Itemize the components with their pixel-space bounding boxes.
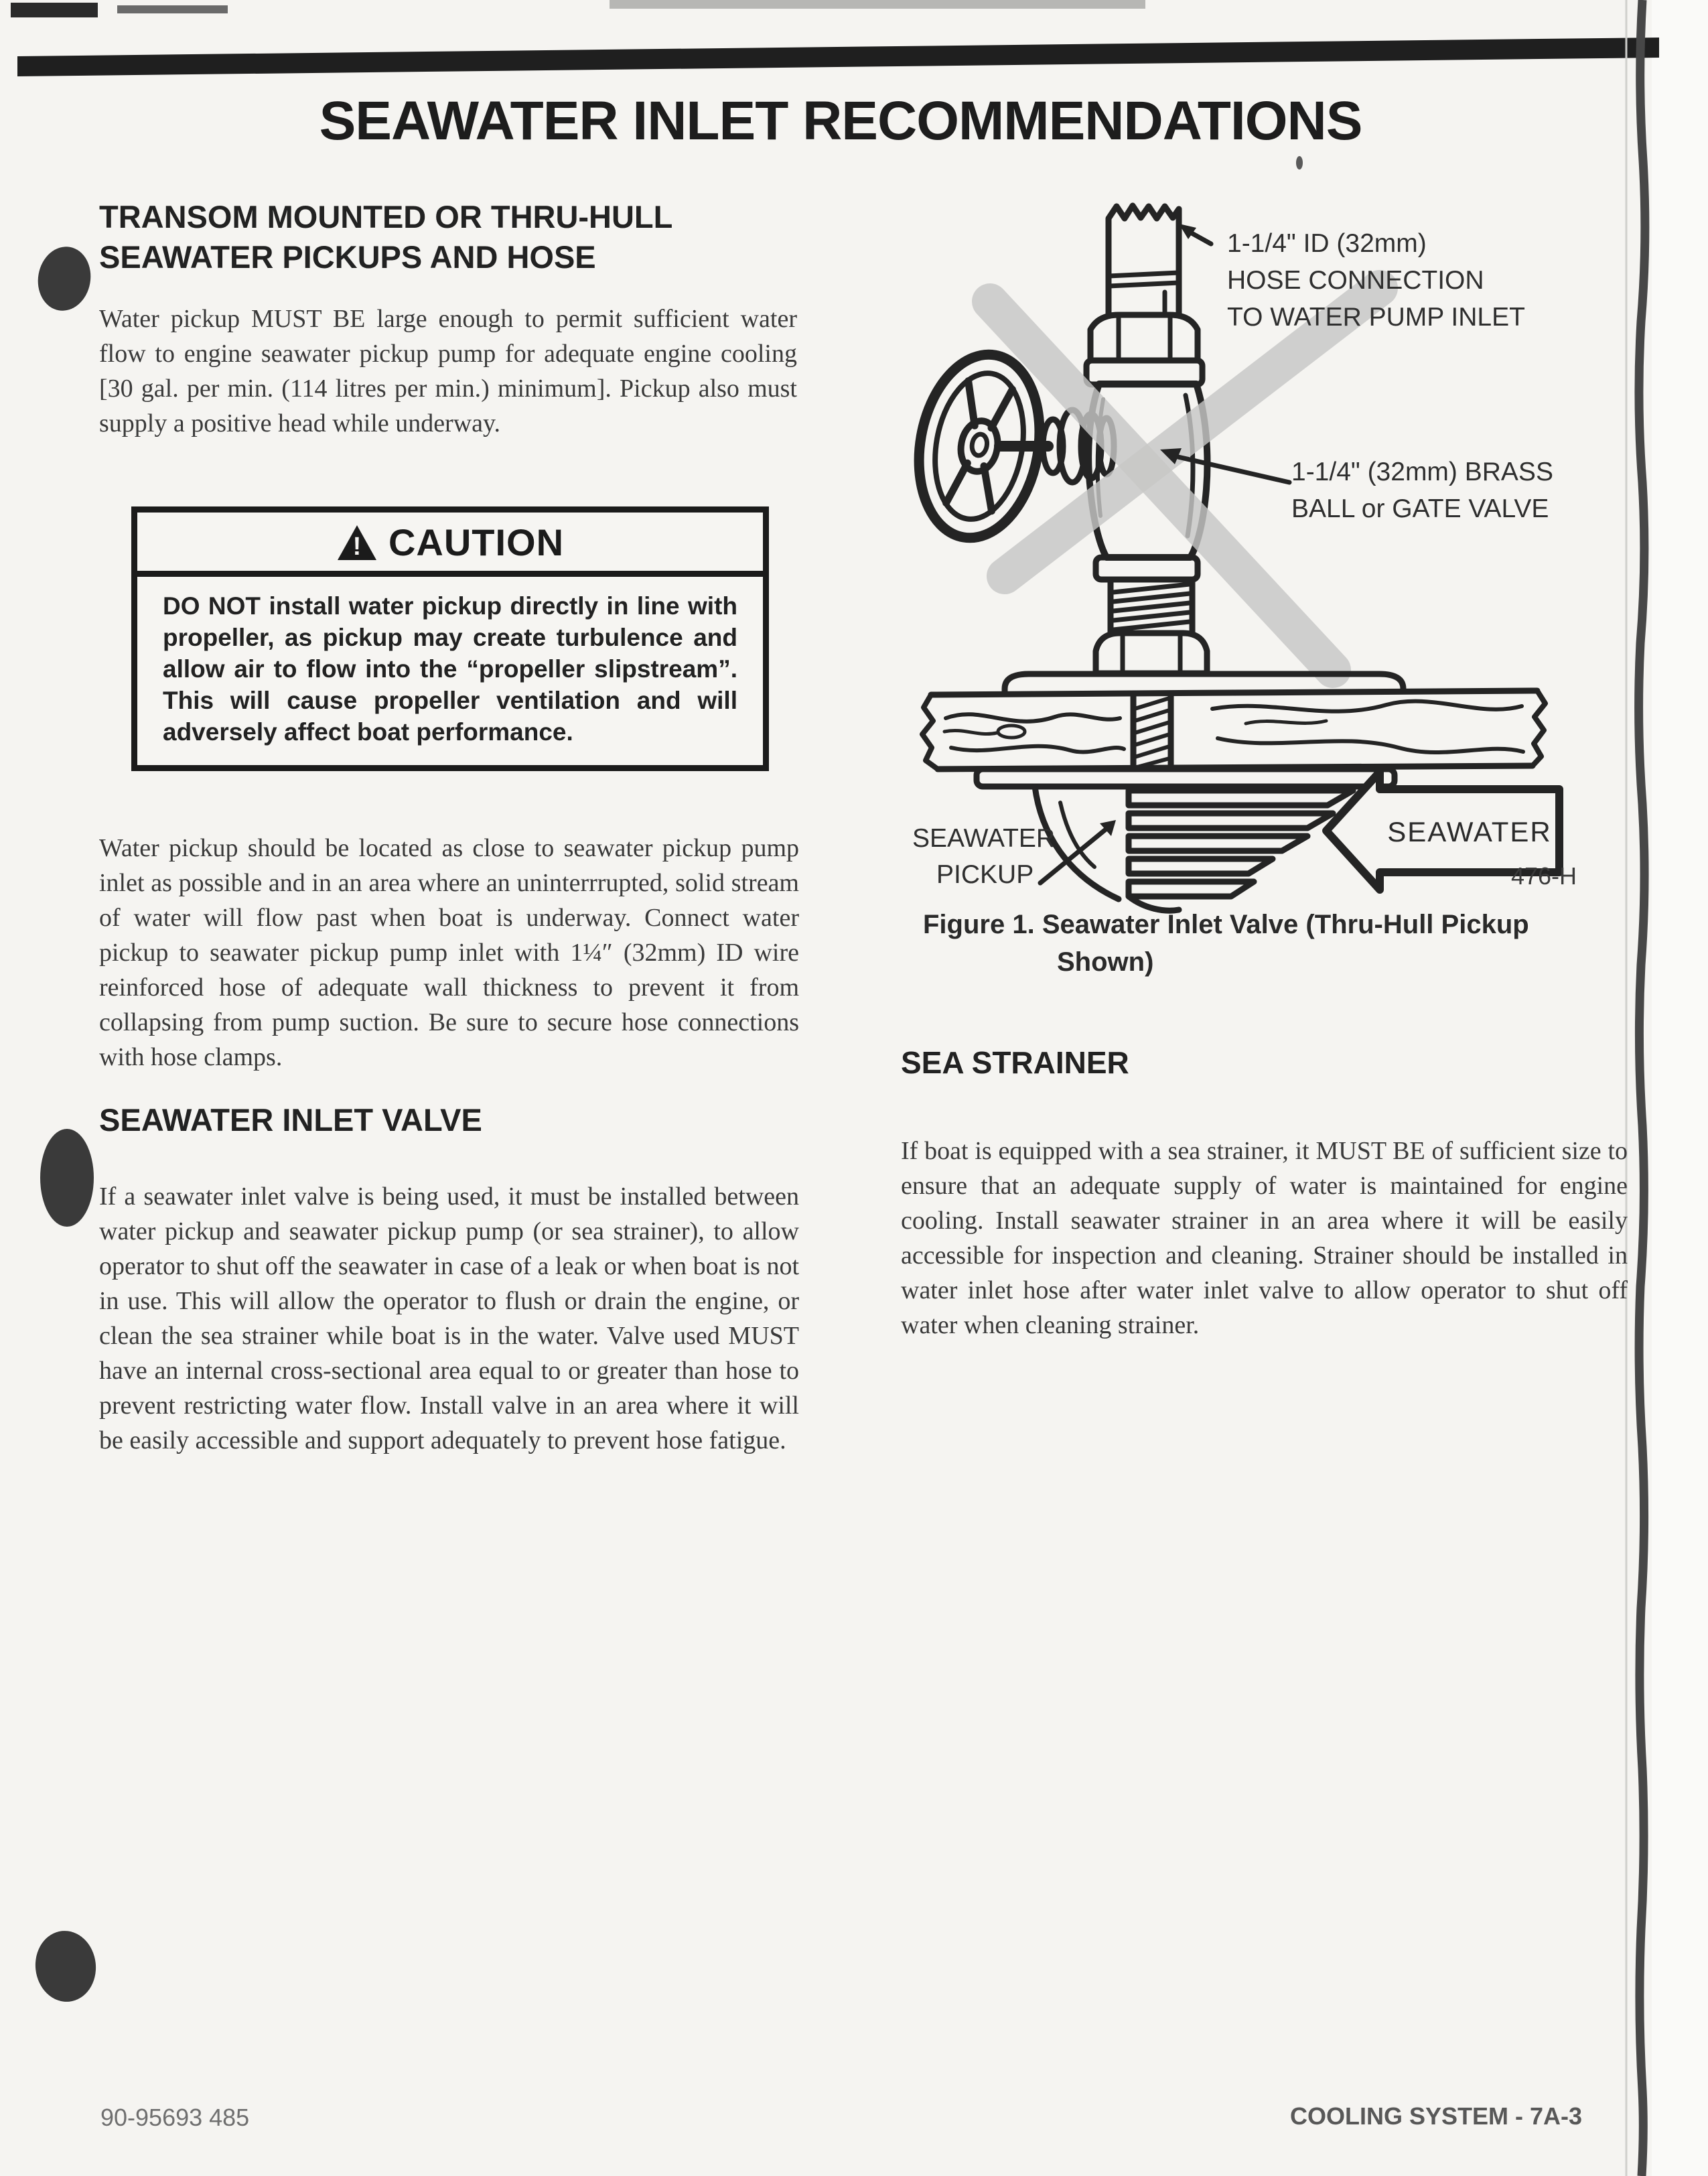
hull-plank	[922, 674, 1545, 769]
pickup-label-line1: SEAWATER	[912, 824, 1056, 853]
top-rule-bar	[17, 38, 1659, 76]
pickup-label-line2: PICKUP	[936, 860, 1034, 889]
valve-label-line1: 1-1/4" (32mm) BRASS	[1291, 458, 1553, 486]
caution-box	[131, 506, 769, 771]
caution-body-text: DO NOT install water pickup directly in line with propeller, as pickup may create turbulence and allow air to flow into the “propeller slipstream”. This will cause propeller ventilation and will adversely affect boat performance.	[163, 592, 737, 746]
paragraph-sea-strainer: If boat is equipped with a sea strainer, it MUST BE of sufficient size to ensure that an adequate supply of water is maintained for engine cooling. Install seawater strainer in an area where it will be easily accessible for inspection and cleaning. Strainer should be installed in water inlet hose after water inlet valve to allow operator to shut off water when cleaning strainer.	[901, 1137, 1628, 1339]
binding-edge-line	[1639, 0, 1645, 2176]
valve-label-line2: BALL or GATE VALVE	[1291, 494, 1549, 523]
figure-caption-line1: Figure 1. Seawater Inlet Valve (Thru-Hull Pickup	[923, 910, 1529, 939]
heading-seawater-inlet-valve: SEAWATER INLET VALVE	[99, 1102, 482, 1138]
heading-transom-pickups	[99, 197, 809, 277]
paragraph-water-pickup-size: Water pickup MUST BE large enough to permit sufficient water flow to engine seawater pickup pump for adequate engine cooling [30 gal. per min. (114 litres per min.) minimum]. Pickup also must supply a positive head while underway.	[99, 305, 797, 437]
scan-speck	[11, 3, 98, 17]
paragraph-pickup-location: Water pickup should be located as close to seawater pickup pump inlet as possible and in an area where an uninterrrupted, solid stream of water will flow past when boat is underway. Connect water pickup to seawater pickup pump inlet with 1¼″ (32mm) ID wire reinforced hose of adequate wall thickness to prevent it from collapsing from pump suction. Be sure to secure hose connections with hose clamps.	[99, 834, 799, 1071]
page-edge-strip	[1652, 0, 1708, 2176]
footer-section-title: COOLING SYSTEM - 7A-3	[1289, 2102, 1582, 2130]
heading-transom-line1: TRANSOM MOUNTED OR THRU-HULL	[99, 199, 673, 234]
punch-hole-mark	[40, 1129, 94, 1227]
scan-speck	[1296, 156, 1303, 169]
footer-part-number: 90-95693 485	[100, 2104, 250, 2131]
caution-title: CAUTION	[388, 521, 565, 563]
warning-triangle-icon	[336, 524, 378, 561]
hose-hex-nut	[1090, 315, 1198, 360]
paragraph-inlet-valve: If a seawater inlet valve is being used, it must be installed between water pickup and seawater pickup pump (or sea strainer), to allow operator to shut off the seawater in case of a leak or when boat is not in use. This will allow the operator to flush or drain the engine, or clean the sea strainer while boat is in the water. Valve used MUST have an internal cross-sectional area equal to or greater than hose to prevent restricting water flow. Install valve in an area where it will be easily accessible and support adequately to prevent hose fatigue.	[99, 1182, 799, 1454]
warning-exclamation: !	[352, 532, 362, 561]
locking-hex-nut	[1096, 633, 1207, 673]
hose-label-line3: TO WATER PUMP INLET	[1227, 303, 1525, 332]
heading-transom-line2: SEAWATER PICKUPS AND HOSE	[99, 239, 596, 275]
figure-ref-code: 476-H	[1510, 862, 1577, 890]
hose-label-line1: 1-1/4" ID (32mm)	[1227, 229, 1427, 258]
heading-sea-strainer: SEA STRAINER	[901, 1045, 1129, 1080]
figure-caption	[923, 906, 1593, 981]
figure-caption-line2: Shown)	[1057, 947, 1154, 977]
page-title: SEAWATER INLET RECOMMENDATIONS	[319, 90, 1362, 151]
hose-stub	[1109, 206, 1179, 315]
scan-speck	[117, 5, 228, 13]
seawater-flow-label: SEAWATER	[1387, 816, 1552, 847]
scan-speck	[610, 0, 1145, 9]
hose-label-line2: HOSE CONNECTION	[1227, 266, 1484, 295]
caution-header	[137, 513, 763, 577]
figure-illustration	[898, 188, 1634, 978]
